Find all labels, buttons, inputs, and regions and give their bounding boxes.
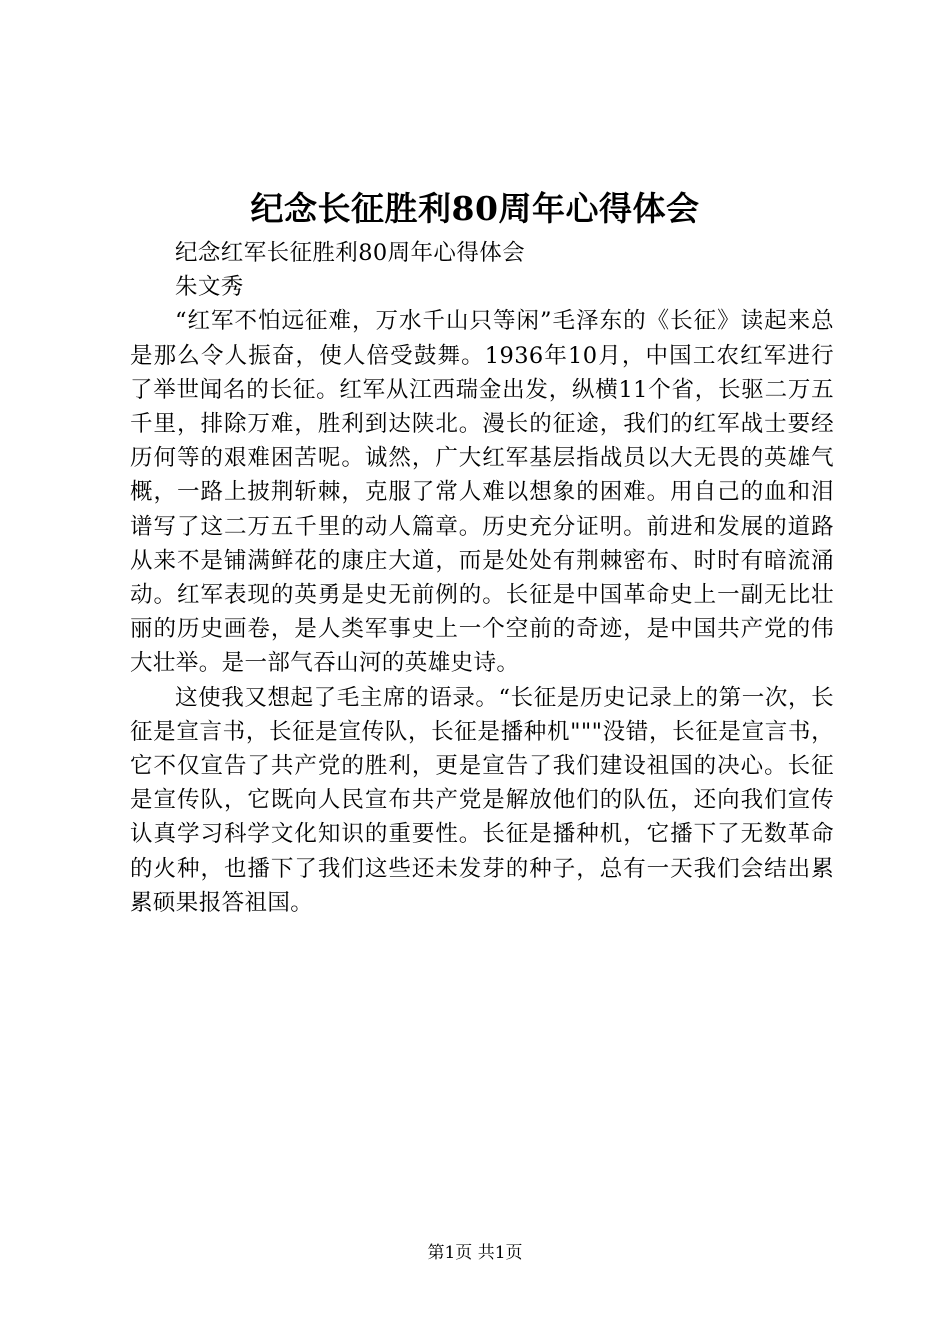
paragraph-1: “红军不怕远征难，万水千山只等闲”毛泽东的《长征》读起来总是那么令人振奋，使人倍受鼓舞。1936年10月，中国工农红军进行了举世闻名的长征。红军从江西瑞金出发，纵横11个省，长驱二万五千里，排除万难，胜利到达陕北。漫长的征途，我们的红军战士要经历何等的艰难困苦呢。诚然，广大红军基层指战员以大无畏的英雄气概，一路上披荆斩棘，克服了常人难以想象的困难。用自己的血和泪谱写了这二万五千里的动人篇章。历史充分证明。前进和发展的道路从来不是铺满鲜花的康庄大道，而是处处有荆棘密布、时时有暗流涌动。红军表现的英勇是史无前例的。长征是中国革命史上一副无比壮丽的历史画卷，是人类军事史上一个空前的奇迹，是中国共产党的伟大壮举。是一部气吞山河的英雄史诗。: [130, 308, 834, 677]
document-title: 纪念长征胜利80周年心得体会: [250, 189, 700, 228]
document-subtitle: 纪念红军长征胜利80周年心得体会: [175, 240, 526, 266]
paragraph-2: 这使我又想起了毛主席的语录。“长征是历史记录上的第一次，长征是宣言书，长征是宣传队，长征是播种机"""没错，长征是宣言书，它不仅宣告了共产党的胜利，更是宣告了我们建设祖国的决心。长征是宣传队，它既向人民宣布共产党是解放他们的队伍，还向我们宣传认真学习科学文化知识的重要性。长征是播种机，它播下了无数革命的火种，也播下了我们这些还未发芽的种子，总有一天我们会结出累累硕果报答祖国。: [130, 684, 834, 916]
document-author: 朱文秀: [175, 274, 244, 301]
document-body: [130, 236, 834, 920]
page-footer: 第1页 共1页: [427, 1243, 523, 1263]
